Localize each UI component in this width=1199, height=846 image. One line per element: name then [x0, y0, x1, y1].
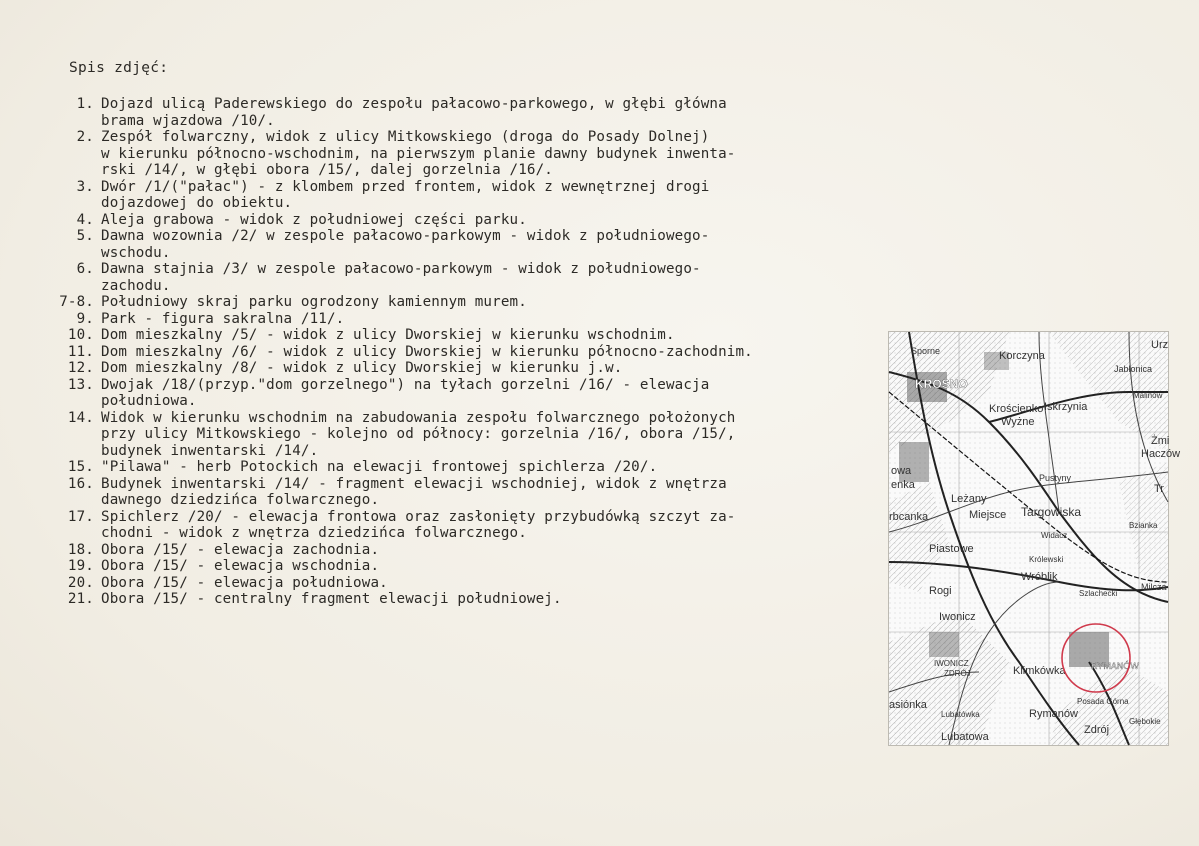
- list-item-text: Dom mieszkalny /8/ - widok z ulicy Dworskiej w kierunku j.w.: [101, 360, 623, 376]
- list-item-text: Dawna wozownia /2/ w zespole pałacowo-parkowym - widok z południowego- wschodu.: [101, 228, 710, 261]
- map-label-milcza: Milcza: [1141, 582, 1167, 592]
- list-item: [40, 476, 870, 509]
- list-item: [40, 591, 870, 608]
- map-label-urz: Urz: [1151, 339, 1169, 351]
- map-label-krosno: KROSNO: [915, 377, 968, 391]
- list-item-number: 15.: [67, 459, 94, 475]
- map-label-iwonicz-zdroj: IWONICZ: [934, 659, 969, 668]
- map-label-rymanow-zdroj-2: Zdrój: [1084, 724, 1110, 736]
- list-item-text: Dojazd ulicą Paderewskiego do zespołu pałacowo-parkowego, w głębi główna brama wjazdowa /10/.: [101, 96, 727, 129]
- map-label-iwonicz: Iwonicz: [939, 611, 976, 623]
- list-item-number: 16.: [67, 475, 94, 492]
- list-item-number: 2.: [76, 129, 94, 145]
- map-label-zmi: Żmi: [1151, 435, 1170, 447]
- list-item-number: 17.: [67, 508, 94, 525]
- map-label-krolewski: Królewski: [1029, 555, 1064, 564]
- list-item: [40, 327, 870, 344]
- list-item: [40, 360, 870, 377]
- map-label-korczyna: Korczyna: [999, 350, 1045, 362]
- map-label-glebokie: Głębokie: [1129, 717, 1161, 726]
- map-label-pustyny: Pustyny: [1039, 473, 1072, 483]
- list-item-text: Południowy skraj parku ogrodzony kamiennym murem.: [101, 294, 527, 310]
- map-label-rbcanka: rbcanka: [889, 511, 929, 523]
- list-item-text: Zespół folwarczny, widok z ulicy Mitkowskiego (droga do Posady Dolnej) w kierunku północno-wschodnim, na pierwszym planie dawny budynek inwenta- rski /14/, w głębi obora /15/, dalej gorzelnia /16/.: [101, 129, 736, 178]
- list-item-number: 19.: [67, 558, 94, 574]
- list-item-number: 13.: [67, 376, 94, 393]
- map-label-iskrzynia: Iskrzynia: [1044, 401, 1088, 413]
- list-item-text: Obora /15/ - elewacja wschodnia.: [101, 558, 380, 574]
- list-item: [40, 377, 870, 410]
- map-label-rymanow: RYMANÓW: [1091, 661, 1139, 671]
- map-label-wyzne: Wyżne: [1001, 416, 1035, 428]
- map-label-haczow: Haczów: [1141, 448, 1181, 460]
- list-item-text: Spichlerz /20/ - elewacja frontowa oraz zasłonięty przybudówką szczyt za- chodni - widok z wnętrza dziedzińca folwarcznego.: [101, 508, 736, 541]
- map-label-rymanow-zdroj: Rymanów: [1029, 708, 1078, 720]
- list-item-number: 14.: [67, 409, 94, 426]
- list-item-number: 20.: [67, 574, 94, 591]
- list-item-text: Obora /15/ - elewacja południowa.: [101, 574, 388, 591]
- list-item-number: 11.: [67, 343, 94, 360]
- map-label-tr: Tr: [1154, 483, 1164, 495]
- map-label-lubatowa: Lubatowa: [941, 731, 989, 743]
- list-item-text: Dom mieszkalny /6/ - widok z ulicy Dworskiej w kierunku północno-zachodnim.: [101, 343, 753, 360]
- map-label-asionka: asiónka: [889, 699, 927, 711]
- list-item: [40, 344, 870, 361]
- list-item-text: Budynek inwentarski /14/ - fragment elewacji wschodniej, widok z wnętrza dawnego dziedzińca folwarcznego.: [101, 475, 727, 508]
- map-image: [889, 332, 1181, 745]
- photo-list: [40, 96, 870, 608]
- list-item-number: 21.: [67, 591, 94, 607]
- map-label-posada: Posada Górna: [1077, 697, 1129, 706]
- list-item-text: Dwojak /18/(przyp."dom gorzelnego") na tyłach gorzelni /16/ - elewacja południowa.: [101, 376, 710, 409]
- map-label-iwonicz-zdroj-2: ZDRÓJ: [944, 669, 971, 678]
- map-label-sporne: Sporne: [911, 346, 941, 356]
- map-label-piastowe: Piastowe: [929, 543, 974, 555]
- map-label-widacz: Widacz: [1041, 531, 1068, 540]
- list-item-number: 12.: [67, 360, 94, 376]
- list-item-text: Obora /15/ - centralny fragment elewacji południowej.: [101, 591, 562, 607]
- list-item-number: 5.: [76, 228, 94, 244]
- list-item-text: Park - figura sakralna /11/.: [101, 310, 345, 327]
- list-item-number: 4.: [76, 211, 94, 228]
- list-item-text: "Pilawa" - herb Potockich na elewacji frontowej spichlerza /20/.: [101, 459, 658, 475]
- list-item: [40, 509, 870, 542]
- map-label-rog: Rogi: [929, 585, 952, 597]
- list-item: [40, 228, 870, 261]
- list-item: [40, 212, 870, 229]
- list-item: [40, 459, 870, 476]
- list-item-number: 1.: [76, 96, 94, 112]
- map-label-wroblik: Wróblik: [1021, 571, 1058, 583]
- list-item: [40, 294, 870, 311]
- list-item-number: 7-8.: [59, 294, 94, 310]
- map-label-lubatowka: Lubatówka: [941, 710, 980, 719]
- map-label-szlachecki: Szlachecki: [1079, 589, 1118, 598]
- map-label-klimkowka: Klimkówka: [1013, 665, 1066, 677]
- list-item: [40, 558, 870, 575]
- list-item: [40, 311, 870, 328]
- list-item-number: 9.: [76, 310, 94, 327]
- list-item: [40, 129, 870, 179]
- map-label-malinow: Malinów: [1133, 391, 1163, 400]
- map-label-miejsce: Miejsce: [969, 509, 1007, 521]
- list-item-number: 18.: [67, 541, 94, 558]
- map-label-krosciecko: Krościenko: [989, 403, 1044, 415]
- page-title: Spis zdjęć:: [69, 60, 169, 76]
- list-item-text: Aleja grabowa - widok z południowej części parku.: [101, 211, 527, 228]
- list-item-text: Widok w kierunku wschodnim na zabudowania zespołu folwarcznego położonych przy ulicy Mitkowskiego - kolejno od północy: gorzelnia /16/, obora /15/, budynek inwentarski /14/.: [101, 409, 736, 459]
- list-item: [40, 575, 870, 592]
- map-label-jablonica: Jabłonica: [1114, 364, 1153, 374]
- list-item: [40, 410, 870, 460]
- location-map: [888, 331, 1181, 746]
- map-label-bzianka: Bzianka: [1129, 521, 1158, 530]
- list-item: [40, 261, 870, 294]
- list-item-number: 3.: [76, 178, 94, 195]
- list-item-number: 10.: [67, 327, 94, 343]
- list-item-text: Obora /15/ - elewacja zachodnia.: [101, 541, 380, 558]
- list-item: [40, 542, 870, 559]
- list-item: [40, 96, 870, 129]
- map-label-enka: enka: [891, 479, 915, 491]
- map-label-targowiska: Targowiska: [1021, 505, 1082, 519]
- list-item: [40, 179, 870, 212]
- list-item-text: Dom mieszkalny /5/ - widok z ulicy Dworskiej w kierunku wschodnim.: [101, 327, 675, 343]
- map-label-owa: owa: [891, 465, 912, 477]
- list-item-text: Dawna stajnia /3/ w zespole pałacowo-parkowym - widok z południowego- zachodu.: [101, 261, 701, 294]
- list-item-number: 6.: [76, 261, 94, 277]
- map-label-lezany: Leżany: [951, 493, 987, 505]
- list-item-text: Dwór /1/("pałac") - z klombem przed frontem, widok z wewnętrznej drogi dojazdowej do obiektu.: [101, 178, 710, 211]
